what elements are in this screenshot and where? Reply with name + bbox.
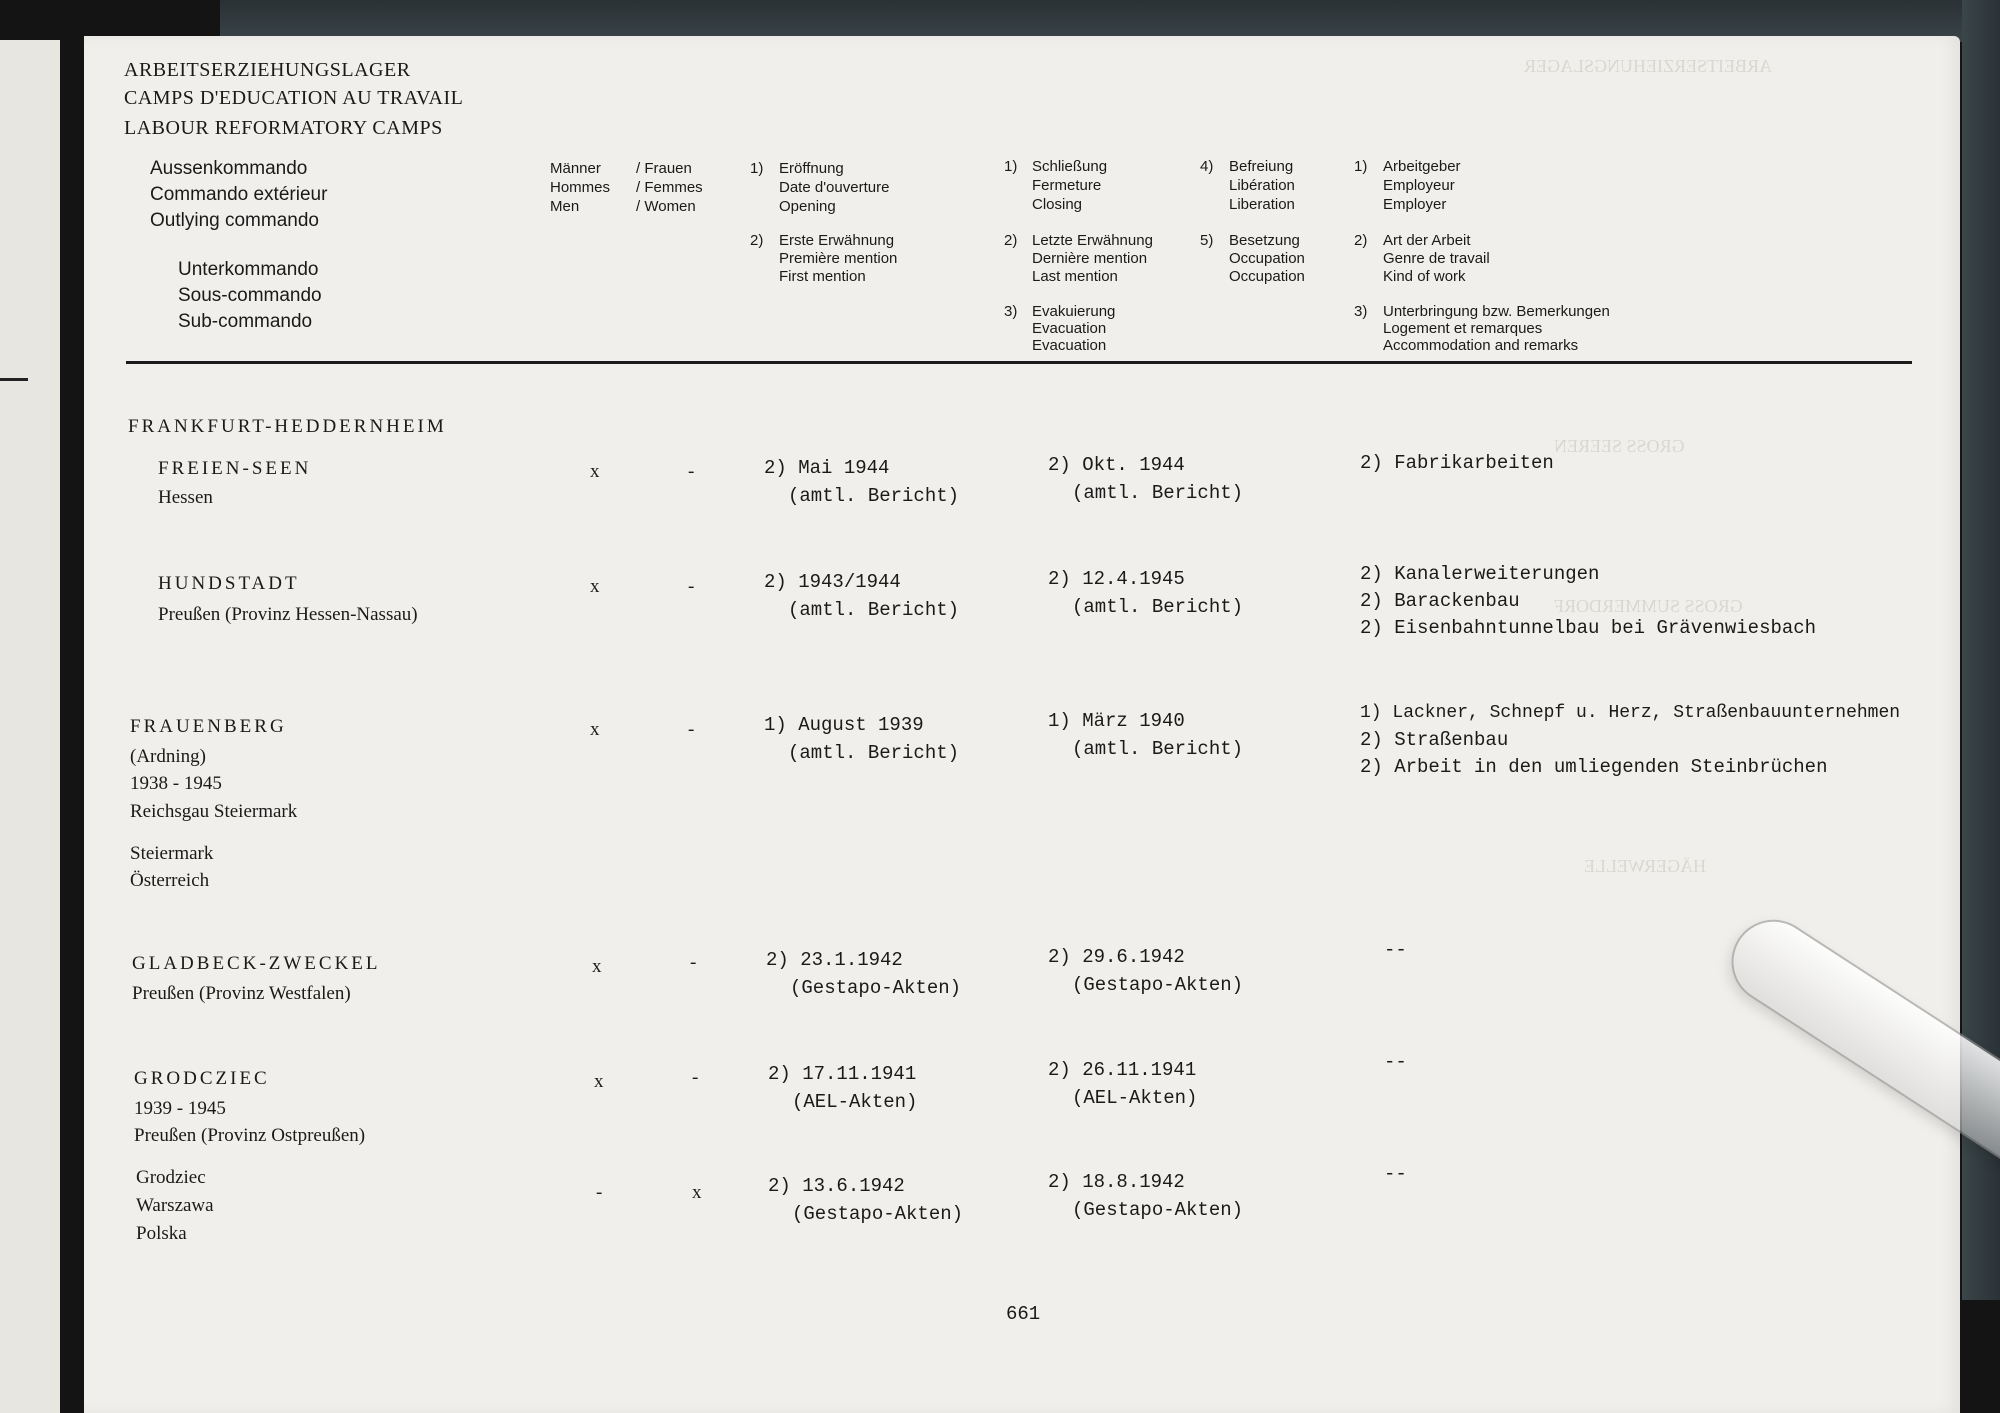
entry-frauenberg-line2: Steiermark bbox=[130, 843, 214, 864]
entry-hundstadt-open-src: (amtl. Bericht) bbox=[788, 599, 960, 621]
hdr-evacuation-en: Evacuation bbox=[1032, 337, 1107, 354]
hdr-remarks-fr: Logement et remarques bbox=[1383, 320, 1543, 337]
entry-freienseen-work: 2) Fabrikarbeiten bbox=[1360, 452, 1554, 474]
hdr-last-mention-fr: Dernière mention bbox=[1032, 250, 1148, 267]
entry-frankfurt-title: FRANKFURT-HEDDERNHEIM bbox=[128, 416, 447, 437]
entry-grodcziec-men: x bbox=[594, 1071, 604, 1092]
hdr-employer-en: Employer bbox=[1383, 196, 1447, 213]
entry-frauenberg-close: 1) März 1940 bbox=[1048, 710, 1185, 732]
hdr-evacuation-de: Evakuierung bbox=[1032, 303, 1116, 320]
entry-grodcziec-work: -- bbox=[1384, 1051, 1407, 1073]
hdr-work-fr: Genre de travail bbox=[1383, 250, 1490, 267]
hdr-men-en: Men bbox=[550, 198, 580, 215]
entry-hundstadt-men: x bbox=[590, 576, 600, 597]
entry-frauenberg-line: (Ardning) bbox=[130, 746, 206, 767]
hdr-liberation-en: Liberation bbox=[1229, 196, 1295, 213]
entry-gladbeck-close-src: (Gestapo-Akten) bbox=[1072, 974, 1244, 996]
document-page bbox=[84, 36, 1960, 1413]
entry-grodcziec-open-src: (AEL-Akten) bbox=[792, 1091, 918, 1113]
sub-en: Sub-commando bbox=[178, 311, 313, 332]
entry-gladbeck-work: -- bbox=[1384, 939, 1407, 961]
hdr-num: 1) bbox=[1004, 158, 1018, 175]
hdr-liberation-fr: Libération bbox=[1229, 177, 1295, 194]
entry-hundstadt-work-3: 2) Eisenbahntunnelbau bei Grävenwiesbach bbox=[1360, 617, 1817, 639]
entry-grodcziec-women: - bbox=[692, 1067, 699, 1088]
hdr-women-en: / Women bbox=[636, 198, 696, 215]
entry-grodziec-open: 2) 13.6.1942 bbox=[768, 1175, 905, 1197]
title-en: LABOUR REFORMATORY CAMPS bbox=[124, 117, 443, 139]
entry-hundstadt-close-src: (amtl. Bericht) bbox=[1072, 596, 1244, 618]
entry-frauenberg-men: x bbox=[590, 719, 600, 740]
entry-gladbeck-name: GLADBECK-ZWECKEL bbox=[132, 953, 381, 974]
outlying-en: Outlying commando bbox=[150, 210, 319, 231]
hdr-occupation-en: Occupation bbox=[1229, 268, 1305, 285]
entry-grodcziec-close-src: (AEL-Akten) bbox=[1072, 1087, 1198, 1109]
hdr-first-mention-en: First mention bbox=[779, 268, 866, 285]
hdr-opening-de: Eröffnung bbox=[779, 160, 844, 177]
hdr-men-de: Männer bbox=[550, 160, 601, 177]
entry-freienseen-region: Hessen bbox=[158, 487, 213, 508]
entry-freienseen-open: 2) Mai 1944 bbox=[764, 457, 890, 479]
entry-hundstadt-women: - bbox=[688, 576, 695, 597]
entry-grodziec-line: Polska bbox=[136, 1223, 187, 1244]
entry-hundstadt-close: 2) 12.4.1945 bbox=[1048, 568, 1185, 590]
entry-grodcziec-line: 1939 - 1945 bbox=[134, 1098, 226, 1119]
hdr-occupation-de: Besetzung bbox=[1229, 232, 1300, 249]
entry-freienseen-open-src: (amtl. Bericht) bbox=[788, 485, 960, 507]
entry-gladbeck-close: 2) 29.6.1942 bbox=[1048, 946, 1185, 968]
entry-grodziec-line: Warszawa bbox=[136, 1195, 214, 1216]
left-page-rule bbox=[0, 378, 28, 381]
entry-grodziec-close: 2) 18.8.1942 bbox=[1048, 1171, 1185, 1193]
hdr-opening-fr: Date d'ouverture bbox=[779, 179, 890, 196]
entry-freienseen-close-src: (amtl. Bericht) bbox=[1072, 482, 1244, 504]
entry-frauenberg-work-1: 1) Lackner, Schnepf u. Herz, Straßenbauunternehmen bbox=[1360, 703, 1901, 723]
outlying-fr: Commando extérieur bbox=[150, 184, 328, 205]
entry-grodcziec-close: 2) 26.11.1941 bbox=[1048, 1059, 1197, 1081]
hdr-remarks-de: Unterbringung bzw. Bemerkungen bbox=[1383, 303, 1610, 320]
entry-freienseen-name: FREIEN-SEEN bbox=[158, 458, 312, 479]
entry-gladbeck-men: x bbox=[592, 956, 602, 977]
hdr-closing-en: Closing bbox=[1032, 196, 1083, 213]
outlying-de: Aussenkommando bbox=[150, 158, 308, 179]
entry-freienseen-women: - bbox=[688, 461, 695, 482]
title-fr: CAMPS D'EDUCATION AU TRAVAIL bbox=[124, 87, 464, 109]
hdr-employer-fr: Employeur bbox=[1383, 177, 1455, 194]
hdr-men-fr: Hommes bbox=[550, 179, 611, 196]
hdr-employer-de: Arbeitgeber bbox=[1383, 158, 1461, 175]
hdr-num: 4) bbox=[1200, 158, 1214, 175]
ghost-text: ARBEITSERZIEHUNGSLAGER bbox=[1524, 56, 1772, 76]
sub-fr: Sous-commando bbox=[178, 285, 322, 306]
entry-frauenberg-name: FRAUENBERG bbox=[130, 716, 287, 737]
hdr-first-mention-fr: Première mention bbox=[779, 250, 898, 267]
hdr-num: 2) bbox=[750, 232, 764, 249]
hdr-last-mention-en: Last mention bbox=[1032, 268, 1118, 285]
entry-frauenberg-work-3: 2) Arbeit in den umliegenden Steinbrüchen bbox=[1360, 756, 1828, 778]
entry-grodziec-men: - bbox=[596, 1182, 603, 1203]
entry-frauenberg-open-src: (amtl. Bericht) bbox=[788, 742, 960, 764]
entry-frauenberg-women: - bbox=[688, 719, 695, 740]
entry-frauenberg-line: Reichsgau Steiermark bbox=[130, 801, 298, 822]
entry-frauenberg-line: 1938 - 1945 bbox=[130, 773, 222, 794]
entry-grodcziec-line: Preußen (Provinz Ostpreußen) bbox=[134, 1125, 366, 1146]
hdr-num: 1) bbox=[1354, 158, 1368, 175]
hdr-closing-fr: Fermeture bbox=[1032, 177, 1102, 194]
entry-gladbeck-region: Preußen (Provinz Westfalen) bbox=[132, 983, 351, 1004]
hdr-num: 1) bbox=[750, 160, 764, 177]
entry-grodziec-close-src: (Gestapo-Akten) bbox=[1072, 1199, 1244, 1221]
entry-gladbeck-women: - bbox=[690, 952, 697, 973]
hdr-women-fr: / Femmes bbox=[636, 179, 703, 196]
page-number: 661 bbox=[1006, 1303, 1041, 1325]
hdr-num: 2) bbox=[1354, 232, 1368, 249]
entry-gladbeck-open: 2) 23.1.1942 bbox=[766, 949, 903, 971]
entry-grodcziec-open: 2) 17.11.1941 bbox=[768, 1063, 917, 1085]
left-page-edge bbox=[0, 40, 60, 1413]
hdr-num: 5) bbox=[1200, 232, 1214, 249]
entry-hundstadt-name: HUNDSTADT bbox=[158, 573, 300, 594]
hdr-num: 2) bbox=[1004, 232, 1018, 249]
hdr-last-mention-de: Letzte Erwähnung bbox=[1032, 232, 1153, 249]
entry-freienseen-close: 2) Okt. 1944 bbox=[1048, 454, 1185, 476]
entry-hundstadt-region: Preußen (Provinz Hessen-Nassau) bbox=[158, 604, 418, 625]
entry-grodziec-line: Grodziec bbox=[136, 1167, 206, 1188]
hdr-evacuation-fr: Evacuation bbox=[1032, 320, 1107, 337]
entry-gladbeck-open-src: (Gestapo-Akten) bbox=[790, 977, 962, 999]
ghost-text: GROSS SUMMERDORF bbox=[1554, 596, 1743, 616]
hdr-liberation-de: Befreiung bbox=[1229, 158, 1294, 175]
entry-grodziec-open-src: (Gestapo-Akten) bbox=[792, 1203, 964, 1225]
sub-de: Unterkommando bbox=[178, 259, 319, 280]
entry-frauenberg-close-src: (amtl. Bericht) bbox=[1072, 738, 1244, 760]
entry-frauenberg-open: 1) August 1939 bbox=[764, 714, 924, 736]
entry-grodziec-work: -- bbox=[1384, 1163, 1407, 1185]
entry-grodziec-women: x bbox=[692, 1182, 702, 1203]
hdr-first-mention-de: Erste Erwähnung bbox=[779, 232, 895, 249]
ghost-text: GROSS SEEREN bbox=[1554, 436, 1685, 456]
entry-hundstadt-work-2: 2) Barackenbau bbox=[1360, 590, 1520, 612]
entry-hundstadt-open: 2) 1943/1944 bbox=[764, 571, 901, 593]
hdr-work-en: Kind of work bbox=[1383, 268, 1466, 285]
entry-frauenberg-work-2: 2) Straßenbau bbox=[1360, 729, 1509, 751]
hdr-num: 3) bbox=[1354, 303, 1368, 320]
hdr-closing-de: Schließung bbox=[1032, 158, 1108, 175]
entry-freienseen-men: x bbox=[590, 461, 600, 482]
ghost-text: HÄGERWELLE bbox=[1584, 856, 1706, 876]
hdr-remarks-en: Accommodation and remarks bbox=[1383, 337, 1579, 354]
hdr-work-de: Art der Arbeit bbox=[1383, 232, 1471, 249]
hdr-opening-en: Opening bbox=[779, 198, 836, 215]
title-de: ARBEITSERZIEHUNGSLAGER bbox=[124, 59, 411, 81]
entry-frauenberg-line2: Österreich bbox=[130, 870, 210, 891]
entry-grodcziec-name: GRODCZIEC bbox=[134, 1068, 270, 1089]
hdr-num: 3) bbox=[1004, 303, 1018, 320]
hdr-occupation-fr: Occupation bbox=[1229, 250, 1305, 267]
hdr-women-de: / Frauen bbox=[636, 160, 692, 177]
entry-hundstadt-work-1: 2) Kanalerweiterungen bbox=[1360, 563, 1600, 585]
header-rule bbox=[126, 361, 1912, 364]
